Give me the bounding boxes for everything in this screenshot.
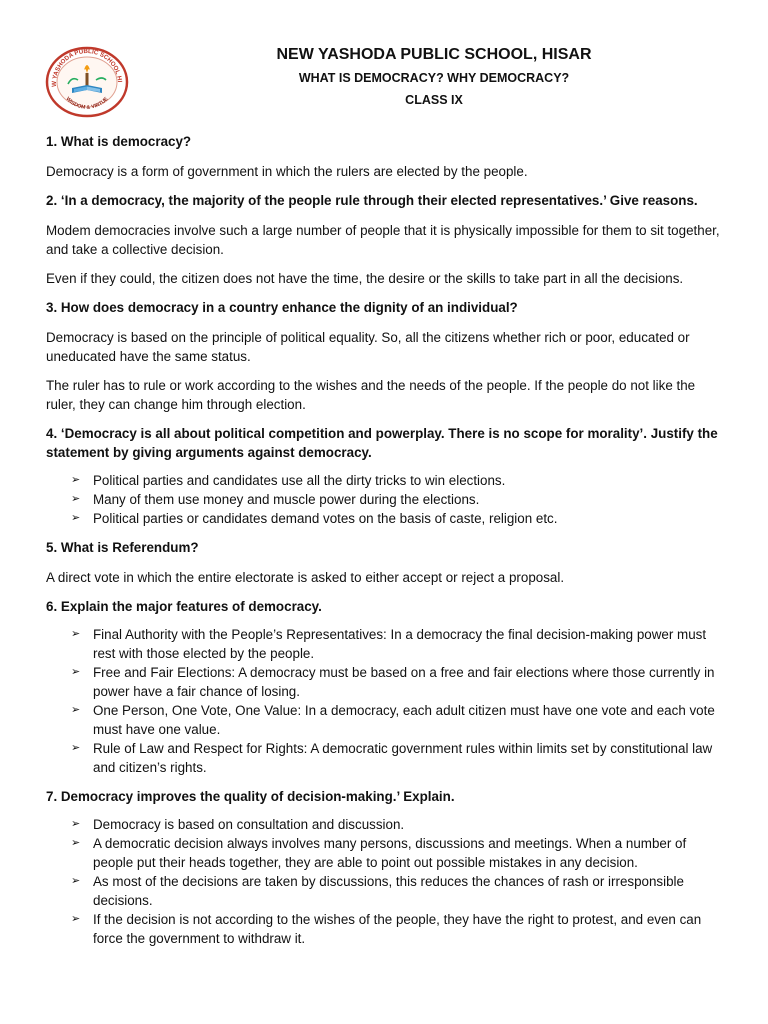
topic-title: WHAT IS DEMOCRACY? WHY DEMOCRACY? <box>298 71 570 85</box>
list-item <box>71 471 726 490</box>
arrowhead-bullet-icon: ➢ <box>71 512 81 524</box>
list-item-text: One Person, One Vote, One Value: In a democracy, each adult citizen must have one vote and each vote must have one value. <box>93 703 715 737</box>
arrowhead-bullet-icon: ➢ <box>71 837 81 849</box>
list-item <box>71 910 726 948</box>
list-item-text: Final Authority with the People’s Representatives: In a democracy the final decision-making power must rest with those elected by the people. <box>93 627 707 661</box>
arrowhead-bullet-icon: ➢ <box>71 493 81 505</box>
torch-handle-icon <box>86 73 89 86</box>
answer-bullet-list <box>46 471 726 528</box>
answer-bullet-list <box>46 625 726 777</box>
school-logo <box>44 44 130 118</box>
question-heading: 1. What is democracy? <box>46 134 192 149</box>
answer-paragraph: Democracy is a form of government in which the rulers are elected by the people. <box>46 164 528 179</box>
question-heading: 3. How does democracy in a country enhance the dignity of an individual? <box>46 300 518 315</box>
arrowhead-bullet-icon: ➢ <box>71 818 81 830</box>
list-item-text: Democracy is based on consultation and discussion. <box>93 817 405 832</box>
answer-paragraph: The ruler has to rule or work according to the wishes and the needs of the people. If the people do not like the ruler, they can change him through election. <box>46 378 696 412</box>
list-item <box>71 509 726 528</box>
answer-bullet-list <box>46 815 726 948</box>
school-logo-emblem <box>44 44 130 118</box>
question-heading: 7. Democracy improves the quality of decision-making.’ Explain. <box>46 789 455 804</box>
document-header <box>200 44 668 110</box>
answer-paragraph: Modem democracies involve such a large number of people that it is physically impossible for them to sit together, and take a collective decision. <box>46 223 720 257</box>
question-heading: 5. What is Referendum? <box>46 540 199 555</box>
arrowhead-bullet-icon: ➢ <box>71 875 81 887</box>
list-item <box>71 663 726 701</box>
arrowhead-bullet-icon: ➢ <box>71 628 81 640</box>
list-item <box>71 815 726 834</box>
list-item-text: Free and Fair Elections: A democracy must be based on a free and fair elections where those currently in power have a fair chance of losing. <box>93 665 715 699</box>
list-item-text: Political parties and candidates use all the dirty tricks to win elections. <box>93 473 506 488</box>
list-item-text: Rule of Law and Respect for Rights: A democratic government rules within limits set by constitutional law and citizen’s rights. <box>93 741 713 775</box>
question-heading: 6. Explain the major features of democracy. <box>46 599 322 614</box>
list-item-text: If the decision is not according to the wishes of the people, they have the right to protest, and even can force the government to withdraw it. <box>93 912 702 946</box>
arrowhead-bullet-icon: ➢ <box>71 913 81 925</box>
class-label: CLASS IX <box>405 93 463 107</box>
question-heading: 2. ‘In a democracy, the majority of the people rule through their elected representatives.’ Give reasons. <box>46 193 698 208</box>
answer-paragraph: A direct vote in which the entire electorate is asked to either accept or reject a proposal. <box>46 570 565 585</box>
school-name: NEW YASHODA PUBLIC SCHOOL, HISAR <box>276 46 592 63</box>
list-item <box>71 872 726 910</box>
list-item-text: As most of the decisions are taken by discussions, this reduces the chances of rash or irresponsible decisions. <box>93 874 684 908</box>
question-heading: 4. ‘Democracy is all about political competition and powerplay. There is no scope for morality’. Justify the statement by giving arguments against democracy. <box>46 426 718 460</box>
logo-text-top: W YASHODA PUBLIC SCHOOL HI <box>50 47 123 87</box>
list-item-text: Political parties or candidates demand votes on the basis of caste, religion etc. <box>93 511 558 526</box>
arrowhead-bullet-icon: ➢ <box>71 666 81 678</box>
document-body <box>46 132 726 958</box>
logo-motto: WISDOM & VIRTUE <box>64 96 110 111</box>
arrowhead-bullet-icon: ➢ <box>71 474 81 486</box>
answer-paragraph: Even if they could, the citizen does not have the time, the desire or the skills to take part in all the decisions. <box>46 271 684 286</box>
list-item <box>71 834 726 872</box>
list-item <box>71 739 726 777</box>
list-item <box>71 701 726 739</box>
list-item <box>71 490 726 509</box>
list-item <box>71 625 726 663</box>
arrowhead-bullet-icon: ➢ <box>71 704 81 716</box>
list-item-text: A democratic decision always involves many persons, discussions and meetings. When a number of people put their heads together, they are able to point out possible mistakes in any decision. <box>93 836 687 870</box>
list-item-text: Many of them use money and muscle power during the elections. <box>93 492 480 507</box>
answer-paragraph: Democracy is based on the principle of political equality. So, all the citizens whether rich or poor, educated or uneducated have the same status. <box>46 330 690 364</box>
arrowhead-bullet-icon: ➢ <box>71 742 81 754</box>
